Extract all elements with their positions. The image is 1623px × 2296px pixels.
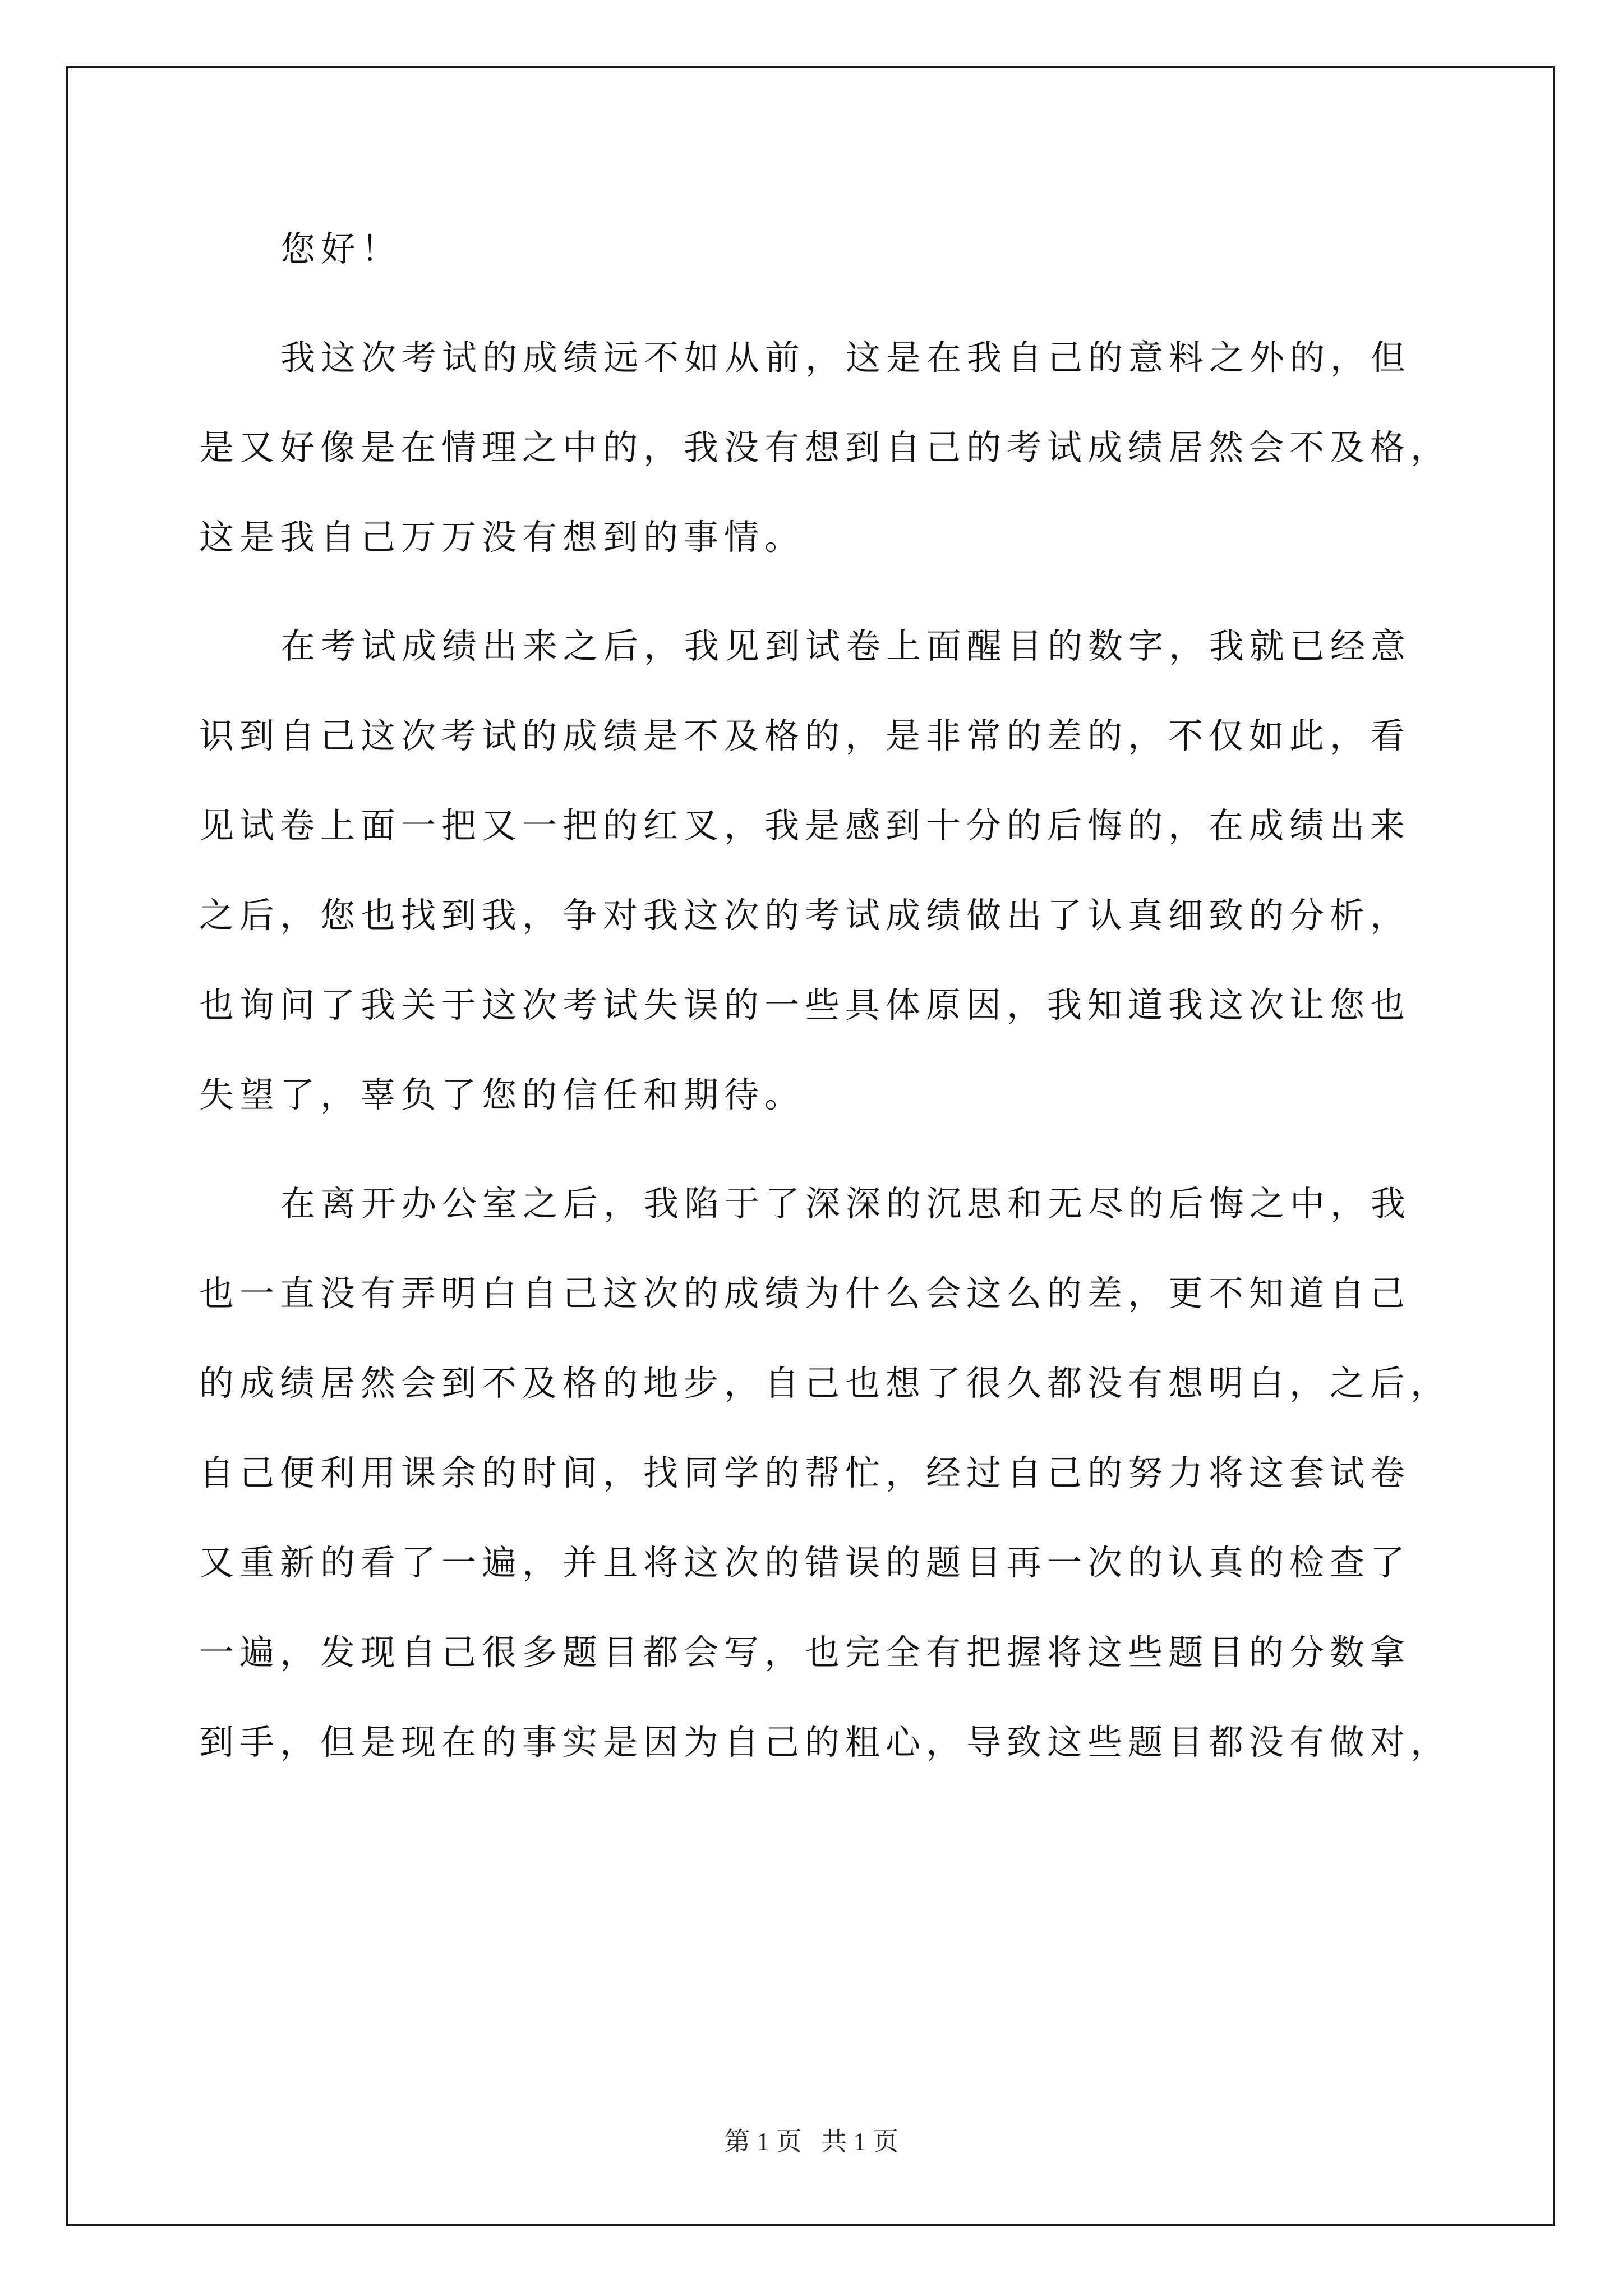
- body-line: 又重新的看了一遍，并且将这次的错误的题目再一次的认真的检查了: [199, 1542, 1411, 1583]
- body-line: 自己便利用课余的时间，找同学的帮忙，经过自己的努力将这套试卷: [199, 1452, 1411, 1493]
- salutation: 您好！: [280, 228, 402, 269]
- body-line: 的成绩居然会到不及格的地步，自己也想了很久都没有想明白，之后，: [199, 1363, 1451, 1404]
- body-line: 也询问了我关于这次考试失误的一些具体原因，我知道我这次让您也: [199, 984, 1411, 1025]
- page-border: [66, 66, 1555, 2226]
- body-line: 在考试成绩出来之后，我见到试卷上面醒目的数字，我就已经意: [280, 625, 1412, 666]
- body-line: 识到自己这次考试的成绩是不及格的，是非常的差的，不仅如此，看: [199, 715, 1411, 756]
- body-line: 我这次考试的成绩远不如从前，这是在我自己的意料之外的，但: [280, 337, 1412, 378]
- body-line: 是又好像是在情理之中的，我没有想到自己的考试成绩居然会不及格，: [199, 427, 1451, 468]
- body-line: 见试卷上面一把又一把的红叉，我是感到十分的后悔的，在成绩出来: [199, 805, 1411, 846]
- body-line: 也一直没有弄明白自己这次的成绩为什么会这么的差，更不知道自己: [199, 1273, 1411, 1314]
- body-line: 失望了，辜负了您的信任和期待。: [199, 1074, 805, 1115]
- body-line: 之后，您也找到我，争对我这次的考试成绩做出了认真细致的分析，: [199, 895, 1411, 936]
- body-line: 在离开办公室之后，我陷于了深深的沉思和无尽的后悔之中，我: [280, 1183, 1412, 1224]
- body-line: 到手，但是现在的事实是因为自己的粗心，导致这些题目都没有做对，: [199, 1722, 1451, 1763]
- body-line: 一遍，发现自己很多题目都会写，也完全有把握将这些题目的分数拿: [199, 1632, 1411, 1673]
- body-line: 这是我自己万万没有想到的事情。: [199, 517, 805, 558]
- page-number-footer: 第 1 页 共 1 页: [724, 2127, 899, 2156]
